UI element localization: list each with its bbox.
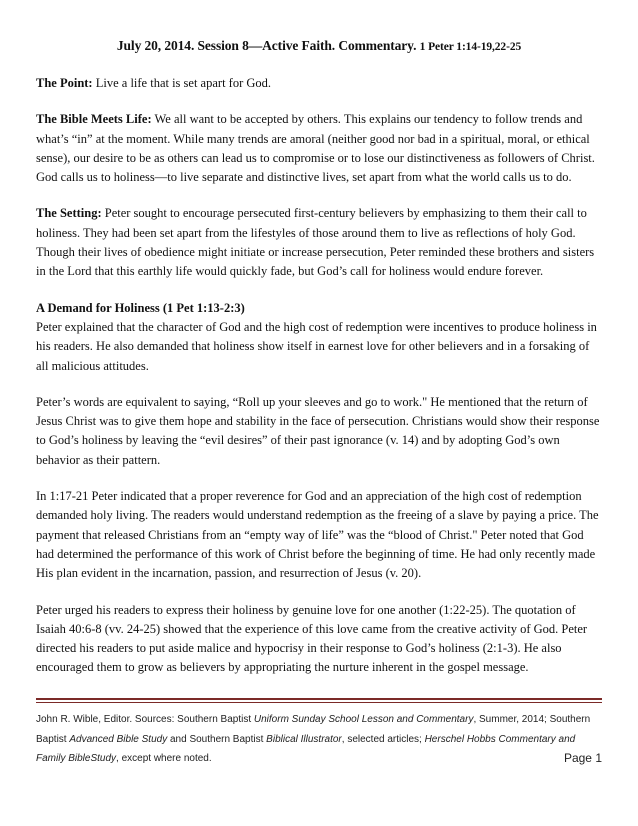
- footer-source-3: Biblical Illustrator: [266, 733, 342, 745]
- footer-divider: [36, 698, 602, 700]
- bible-meets-life-paragraph: [36, 110, 602, 187]
- demand-paragraph-2: Peter’s words are equivalent to saying, “Roll up your sleeves and go to work." He mentioned that the return of Jesus Christ was to give them hope and stability in the face of persecution. Christians would show their response to God’s holiness by leaving the “evil desires” of their past ignorance (v. 14) and by adopting God’s own behavior as their pattern.: [36, 394, 600, 467]
- setting-label: The Setting:: [36, 206, 102, 221]
- bible-meets-life-text: We all want to be accepted by others. This explains our tendency to follow trends and what’s “in” at the moment. While many trends are amoral (neither good nor bad in a spiritual, moral, or ethical sense), our desire to be as others can lead us to compromise or to lose our distinctiveness as followers of Christ. God calls us to holiness—to live separate and distinctive lives, set apart from what the world calls us to do.: [36, 112, 595, 185]
- document-body: [36, 74, 602, 695]
- setting-text: Peter sought to encourage persecuted first-century believers by emphasizing to them their call to holiness. They had been set apart from the lifestyles of those around them to live as reflections of holy God. Though their lives of obedience might initiate or increase persecution, Peter reminded these brothers and sisters in the Lord that this earthly life would quickly fade, but God’s call for holiness would endure forever.: [36, 206, 595, 279]
- setting-paragraph: [36, 204, 602, 281]
- demand-paragraph-1: Peter explained that the character of God and the high cost of redemption were incentives to produce holiness in his readers. He also demanded that holiness show itself in earnest love for other believers and in a forsaking of all malicious attitudes.: [36, 319, 597, 373]
- demand-paragraph-4: Peter urged his readers to express their holiness by genuine love for one another (1:22-25). The quotation of Isaiah 40:6-8 (vv. 24-25) showed that the experience of this love came from the creative activity of God. Peter directed his readers to put aside malice and hypocrisy in their response to God’s holiness (2:1-3). He also encouraged them to grow as believers by appropriating the nurture inherent in the gospel message.: [36, 602, 588, 675]
- section-heading: A Demand for Holiness (1 Pet 1:13-2:3): [36, 300, 245, 315]
- footer-text-4: , selected articles;: [341, 733, 425, 745]
- point-text: Live a life that is set apart for God.: [92, 76, 272, 90]
- bible-meets-life-label: The Bible Meets Life:: [36, 112, 152, 127]
- page-title: [0, 38, 638, 54]
- footer-text-1: John R. Wible, Editor. Sources: Southern Baptist: [36, 714, 254, 725]
- title-text: July 20, 2014. Session 8—Active Faith. Commentary.: [116, 38, 417, 53]
- footer-text-2: , Summer, 2014; Southern Baptist: [36, 714, 591, 745]
- footer-text-5: , except where noted.: [116, 753, 212, 764]
- footer-source-2: Advanced Bible Study: [69, 733, 168, 745]
- footer-sources: [36, 710, 602, 769]
- footer-source-1: Uniform Sunday School Lesson and Commentary: [253, 714, 474, 725]
- page-number: Page 1: [563, 751, 602, 765]
- footer-divider-thin: [36, 702, 602, 703]
- demand-paragraph-3: In 1:17-21 Peter indicated that a proper reverence for God and an appreciation of the high cost of redemption demanded holy living. The readers would understand redemption as the freeing of a slave by paying a price. The payment that released Christians from an “empty way of life” was the “blood of Christ." Peter noted that God had determined the performance of this work of Christ before the beginning of time. He had only recently made His plan evident in the incarnation, passion, and resurrection of Jesus (v. 20).: [36, 489, 599, 581]
- point-label: The Point:: [36, 76, 93, 90]
- footer-source-4: Herschel Hobbs Commentary and Family BibleStudy: [36, 733, 576, 764]
- scripture-reference: 1 Peter 1:14-19,22-25: [419, 41, 522, 53]
- point-paragraph: [36, 74, 602, 93]
- footer-text-3: and Southern Baptist: [167, 733, 267, 745]
